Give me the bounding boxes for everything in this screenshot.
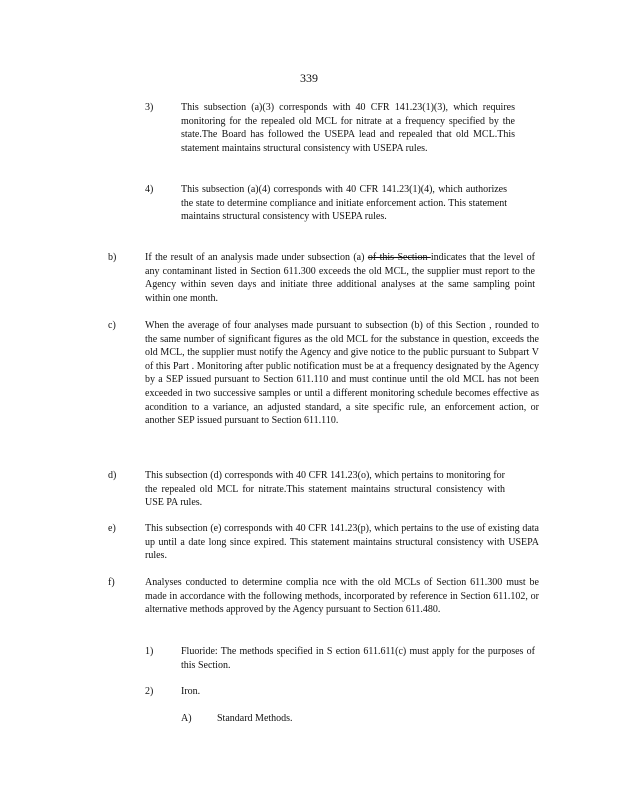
item-text: This subsection (a)(3) corresponds with 40 CFR 141.23(1)(3), which requires monitoring for the repealed old MCL for nitrate at a frequency specified by the state.The Board has followed the USEPA lead and repealed that old MCL.This statement maintains structural consistency with USEPA rules.: [181, 102, 515, 154]
item-label: A): [181, 713, 192, 724]
item-text: This subsection (e) corresponds with 40 CFR 141.23(p), which pertains to the use of existing data up until a date long since expired. This statement maintains structural consistency with USEPA rules.: [145, 523, 539, 562]
item-text-part: If the result of an analysis made under subsection (a): [145, 252, 368, 263]
subsection-f1: [145, 645, 545, 675]
subsection-d: [108, 469, 528, 513]
subsection-a4: [145, 183, 525, 239]
item-text-part: indicates that the level of any contaminant listed in Section 611.300 exceeds the old MCL, the supplier must report to the Agency within seven days and initiate three additional analyses at the same sampling point within one month.: [145, 252, 535, 304]
subsection-f2A: [181, 712, 381, 728]
item-label: 1): [145, 646, 154, 657]
struck-text: of this Section: [367, 252, 431, 263]
item-label: f): [108, 577, 115, 588]
item-label: c): [108, 320, 116, 331]
subsection-c: [108, 319, 540, 459]
subsection-b: [108, 251, 538, 307]
subsection-f: [108, 576, 540, 634]
subsection-a3: [145, 101, 525, 171]
item-text: [145, 251, 535, 305]
item-label: 4): [145, 184, 154, 195]
item-label: 3): [145, 102, 154, 113]
subsection-e: [108, 522, 540, 566]
item-text: Iron.: [181, 686, 201, 697]
item-text: This subsection (d) corresponds with 40 CFR 141.23(o), which pertains to monitoring for the repealed old MCL for nitrate.This statement maintains structural consistency with USE PA rules.: [145, 470, 505, 509]
page-number: 339: [300, 71, 318, 85]
item-label: e): [108, 523, 116, 534]
item-text: Analyses conducted to determine complia nce with the old MCLs of Section 611.300 must be made in accordance with the following methods, incorporated by reference in Section 611.102, or alternative methods approved by the Agency pursuant to Section 611.480.: [145, 577, 539, 616]
item-text: Standard Methods.: [217, 713, 293, 724]
item-label: 2): [145, 686, 154, 697]
item-text: This subsection (a)(4) corresponds with 40 CFR 141.23(1)(4), which authorizes the state to determine compliance and initiate enforcement action. This statement maintains structural consistency with USEPA rules.: [181, 184, 507, 223]
subsection-f2: [145, 685, 345, 701]
item-text: Fluoride: The methods specified in S ection 611.611(c) must apply for the purposes of this Section.: [181, 646, 535, 671]
item-label: d): [108, 470, 117, 481]
item-text: When the average of four analyses made pursuant to subsection (b) of this Section , rounded to the same number of significant figures as the old MCL for the substance in question, exceeds the old MCL, the supplier must notify the Agency and give notice to the public pursuant to Subpart V of this Part . Monitoring after public notification must be at a frequency designated by the Agency by a SEP issued pursuant to Section 611.110 and must continue until the old MCL has not been exceeded in two successive samples or until a different monitoring schedule becomes effective as acondition to a variance, an adjusted standard, a site specific rule, an enforcement action, or another SEP issued pursuant to Section 611.110.: [145, 320, 539, 427]
item-label: b): [108, 252, 117, 263]
